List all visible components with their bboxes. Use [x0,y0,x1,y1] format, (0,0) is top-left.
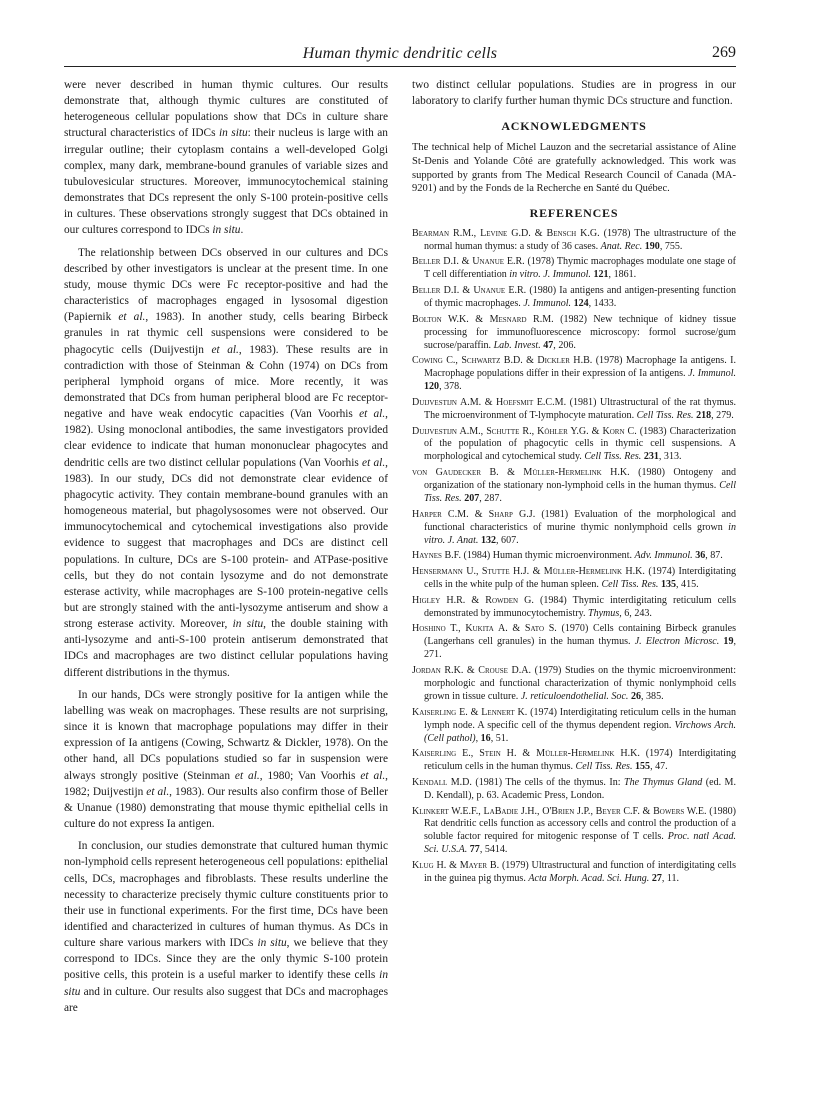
left-column [64,77,388,1087]
italic-text: in situ [218,127,248,140]
text-run: (1974) Interdigitating reticulum cells in the human lymph node. A specific cell of the thymus dependent region. [424,706,736,731]
text-run: , 1983). Our results also confirm those of Beller & Unanue (1980) demonstrating that mouse thymic epithelial cells in culture do not express Ia antigen. [64,785,388,831]
text-run: , 378. [439,381,462,393]
body-paragraph [64,245,388,681]
text-run: and in culture. Our results also suggest that DCs and macrophages are [64,985,388,1014]
text-run: In conclusion, our studies demonstrate that cultured human thymic non-lymphoid cells represent heterogeneous cell populations: epithelial cells, DCs, macrophages and fibroblasts. These results underline the necessity to characterize precisely thymic culture constituents prior to their use in functional experiments. For the first time, DCs have been identified and characterized in cultures of human thymus. As DCs in culture share various markers with IDCs [64,840,388,950]
italic-text: in situ [257,937,287,950]
reference-item [412,623,736,662]
text-run: , 1980; Van Voorhis [259,769,361,782]
text-run: : their nucleus is large with an irregular outline; their cytoplasm contains a well-developed Golgi complex, many dark, membrane-bound granules of variable sizes and tubulovesicular structures. Moreover, immunocytochemical staining demonstrates that DCs represent the only S-100 protein-positive cells in cultures. These observations strongly suggest that DCs obtained in our cultures correspond to IDCs [64,127,388,237]
reference-item [412,426,736,465]
reference-authors: Harper C.M. & Sharp G.J. [412,508,536,520]
italic-text: Cell Tiss. Res. [601,579,659,591]
body-paragraph [64,77,388,239]
reference-authors: Klug H. & Mayer B. [412,860,500,872]
text-run: , 87. [705,550,723,562]
reference-item [412,256,736,282]
body-paragraph [64,838,388,1016]
volume-number: 231 [643,451,659,463]
italic-text: Cell Tiss. Res. [424,480,736,505]
text-run: , 287. [479,493,502,505]
italic-text: et al. [359,408,386,421]
text-run: , 206. [553,339,576,351]
text-run: (1979) Ultrastructural and function of interdigitating cells in the guinea pig thymus. [424,860,736,885]
reference-item [412,777,736,803]
text-run: , 755. [659,240,683,252]
volume-number: 27 [651,873,662,885]
text-run: (1984) Thymic interdigitating reticulum cells demonstrated by immunocytochemistry. [424,594,736,619]
text-run: (1974) Interdigitating cells in the white pulp of the human spleen. [424,566,736,591]
volume-number: 26 [630,690,641,702]
running-title: Human thymic dendritic cells [302,45,498,62]
text-run: , 1983). In another study, cells bearing Birbeck granules in rat thymic cell suspensions were considered to be phagocytic cells (Duijvestijn [64,311,388,356]
text-run: (1981) Evaluation of the morphological and functional characteristics of murine thymic nonlymphoid cells grown [424,508,736,533]
volume-number: 207 [464,493,480,505]
reference-item [412,860,736,886]
acknowledgments-heading: ACKNOWLEDGMENTS [501,119,647,134]
italic-text: in situ [212,224,241,237]
reference-item [412,355,736,394]
text-run: , 385. [641,690,664,702]
italic-text: et al. [118,311,146,324]
volume-number: 124 [573,297,589,309]
text-run: (1978) Thymic macrophages modulate one stage of T cell differentiation [424,256,736,281]
text-run: (1980) Ia antigens and antigen-presenting function of thymic macrophages. [424,285,736,309]
italic-text: Acta Morph. Acad. Sci. Hung. [528,873,650,885]
reference-item [412,665,736,704]
reference-item [412,748,736,774]
reference-item [412,314,736,353]
text-run: , 313. [658,451,682,463]
text-run: , 1982). Using monoclonal antibodies, the same investigators provided clear evidence to indicate that human mononuclear phagocytes and dendritic cells are two distinct cellular populations (Van Voorhis [64,408,388,469]
italic-text: The Thymus Gland [623,776,703,788]
italic-text: Thymus, [587,607,622,619]
italic-text: J. Electron Microsc. [634,636,720,648]
text-run: , 279. [711,409,734,421]
italic-text: et al. [146,785,170,798]
right-column [412,77,736,1087]
text-run: (1978) The ultrastructure of the normal human thymus: a study of 36 cases. [424,227,736,252]
reference-authors: Cowing C., Schwartz B.D. & Dickler H.B. [412,355,593,367]
reference-authors: Kendall M.D. [412,776,472,788]
text-run: , [475,732,481,744]
text-run: , 5414. [479,844,508,856]
text-run: (1980) Rat dendritic cells function as accessory cells and control the production of a soluble factor required for mitogenic response of T cells. [424,805,736,843]
text-run: two distinct cellular populations. Studies are in progress in our laboratory to clarify further human thymic DCs structure and function. [412,79,736,108]
italic-text: Anat. Rec. [600,240,643,252]
reference-authors: Jordan R.K. & Crouse D.A. [412,664,532,676]
reference-authors: Hensermann U., Stutte H.J. & Müller-Hermelink H.K. [412,566,645,578]
text-run: (1979) Studies on the thymic microenvironment: morphologic and functional characterization of thymic nonlymphoid cells grown in tissue culture. [424,664,736,702]
text-run: , 11. [661,873,680,885]
text-run: , 271. [424,636,736,661]
page-header [64,40,736,67]
reference-item [412,285,736,311]
reference-authors: Duijvestijn A.M., Schutte R., Köhler Y.G. & Korn C. [412,425,637,437]
text-run: (1982) New technique of kidney tissue processing for immunofluorescence microscopy: formol sucrose/gum sucrose/paraffin. [424,313,736,351]
reference-item [412,806,736,858]
reference-item [412,467,736,506]
text-run: (1978) Macrophage Ia antigens. I. Macrophage populations differ in their expression of Ia antigens. [424,355,736,380]
text-run: (1970) Cells containing Birbeck granules (Langerhans cell granules) in the human thymus. [424,623,736,648]
reference-authors: Kaiserling E. & Lennert K. [412,706,528,718]
italic-text: Cell Tiss. Res. [584,451,642,463]
italic-text: et al. [211,343,239,356]
reference-item [412,397,736,423]
volume-number: 135 [660,579,677,591]
volume-number: 155 [634,761,651,773]
reference-authors: Kaiserling E., Stein H. & Müller-Hermelink H.K. [412,748,640,760]
text-run: . [240,224,244,237]
text-run: , we believe that they correspond to IDCs. Since they are the only thymic S-100 protein positive cells, this protein is a useful marker to identify these cells [64,937,388,982]
reference-list [412,228,736,886]
italic-text: Virchows Arch. (Cell pathol) [424,719,736,744]
page-number: 269 [712,44,736,61]
reference-item [412,707,736,746]
reference-item [412,595,736,621]
reference-authors: Duijvestijn A.M. & Hoefsmit E.C.M. [412,396,567,408]
right-body-text [412,77,736,109]
references-heading: REFERENCES [529,205,619,220]
reference-authors: Beller D.I. & Unanue E.R. [412,285,527,296]
volume-number: 16 [480,732,491,744]
acknowledgments-text: The technical help of Michel Lauzon and the secretarial assistance of Aline St-Denis and Yolande Côté are gratefully acknowledged. This work was supported by grants from The Medical Research Council of Canada (MA-9201) and by the Fonds de la Recherche en Santé du Québec. [412,142,736,195]
body-paragraph [64,687,388,832]
italic-text: J. Immunol. [523,297,572,309]
volume-number: 218 [696,409,712,421]
text-run: (ed. M. D. Kendall), p. 63. Academic Press, London. [424,776,736,801]
italic-text: J. Immunol. [688,368,736,380]
text-run: were never described in human thymic cultures. Our results demonstrate that, although thymic cultures are constituted of heterogeneous cellular populations show that DCs in culture share structural characteristics of IDCs [64,79,388,140]
italic-text: J. reticuloendothelial. Soc. [520,690,629,702]
text-run: , 607. [496,534,519,546]
reference-authors: Bearman R.M., Levine G.D. & Bensch K.G. [412,227,600,239]
italic-text: et al. [360,769,386,782]
volume-number: 77 [469,844,480,856]
reference-item [412,509,736,548]
reference-authors: Klinkert W.E.F., LaBadie J.H., O'Brien J.P., Beyer C.F. & Bowers W.E. [412,805,707,817]
italic-text: Proc. natl Acad. Sci. U.S.A. [424,831,736,856]
text-run: , 1983). In our study, DCs did not demonstrate clear evidence of phagocytic activity. They contain membrane-bound granules with an homogeneous material, but phagolysosomes were not observed. Our immunocytochemical and cytochemical investigations also provide evidence to suggest that macrophages and DCs are distinct cell populations. In culture, DCs are S-100 protein- and ATPase-positive cells, but they do not contain lysozyme and do not demonstrate esterase activity, while macrophages are S-100 protein-negative cells but are strongly stained with the anti-lysozyme antiserum and show a strong esterase activity. Moreover, [64,456,388,631]
italic-text: Lab. Invest. [493,339,541,351]
text-run: (1974) Interdigitating reticulum cells in the human thymus. [424,748,736,773]
reference-authors: Beller D.I. & Unanue E.R. [412,256,525,268]
volume-number: 36 [695,550,706,562]
italic-text: in situ [232,618,264,631]
italic-text: Adv. Immunol. [634,550,693,562]
italic-text: et al. [234,769,260,782]
italic-text: Cell Tiss. Res. [575,761,633,773]
text-run: (1981) The cells of the thymus. In: [471,776,624,788]
italic-text: in vitro. J. Immunol. [509,269,591,281]
reference-authors: Bolton W.K. & Mesnard R.M. [412,313,554,325]
text-run: (1983) Characterization of the population of phagocytic cells in thymic cell suspensions. A morphological and cytochemical study. [424,425,736,463]
italic-text: in vitro. J. Anat. [424,521,736,546]
volume-number: 47 [543,339,554,351]
text-run: In our hands, DCs were strongly positive for Ia antigen while the labelling was weak on macrophages. These results are not surprising, since it is known that macrophage populations may differ in their expression of Ia antigens (Cowing, Schwartz & Dickler, 1978). On the other hand, all DCs populations studied so far in suspension were always strongly positive (Steinman [64,688,388,782]
reference-authors: Higley H.R. & Rowden G. [412,594,534,606]
text-run: (1980) Ontogeny and organization of the stationary non-lymphoid cells in the human thymus. [424,467,736,492]
text-run: , 1983). These results are in contradiction with those of Steinman & Cohn (1974) on DCs from peripheral lymphoid organs of mice. More recently, it was demonstrated that DCs from human peripheral blood are Fc receptor-negative and have weak endocytic capacities (Van Voorhis [64,343,388,421]
reference-authors: von Gaudecker B. & Müller-Hermelink H.K. [412,467,630,479]
reference-item [412,228,736,254]
text-run: , 1433. [588,297,617,309]
text-run: , the double staining with anti-lysozyme and anti-S-100 protein antiserum demonstrated that IDCs and macrophages are two distinct cellular populations having different distributions in the thymus. [64,618,388,679]
text-run: 6, 243. [621,607,652,619]
volume-number: 121 [593,269,609,281]
volume-number: 19 [723,636,734,648]
text-run: , 1982; Duijvestijn [64,769,388,798]
italic-text: in situ [64,969,388,998]
reference-item [412,566,736,592]
italic-text: Cell Tiss. Res. [636,409,694,421]
text-run: , 1861. [608,269,637,281]
volume-number: 120 [424,381,440,393]
text-run: The relationship between DCs observed in our cultures and DCs described by other investigators is unclear at the present time. In one study, mouse thymic DCs were Fc receptor-positive and had the characteristics of macrophages engaged in lysosomal digestion (Papiernik [64,246,388,324]
volume-number: 190 [644,240,660,252]
text-run: (1984) Human thymic microenvironment. [460,550,635,562]
left-body-text [64,77,388,1016]
text-run: , 51. [490,732,509,744]
text-run: , 47. [650,761,668,773]
reference-authors: Haynes B.F. [412,550,461,562]
reference-item [412,550,736,563]
volume-number: 132 [480,534,497,546]
text-run: (1981) Ultrastructural of the rat thymus. The microenvironment of T-lymphocyte maturation. [424,396,736,421]
reference-authors: Hoshino T., Kukita A. & Sato S. [412,623,557,635]
text-run: , 415. [676,579,699,591]
italic-text: et al. [362,456,386,469]
body-paragraph [412,77,736,109]
